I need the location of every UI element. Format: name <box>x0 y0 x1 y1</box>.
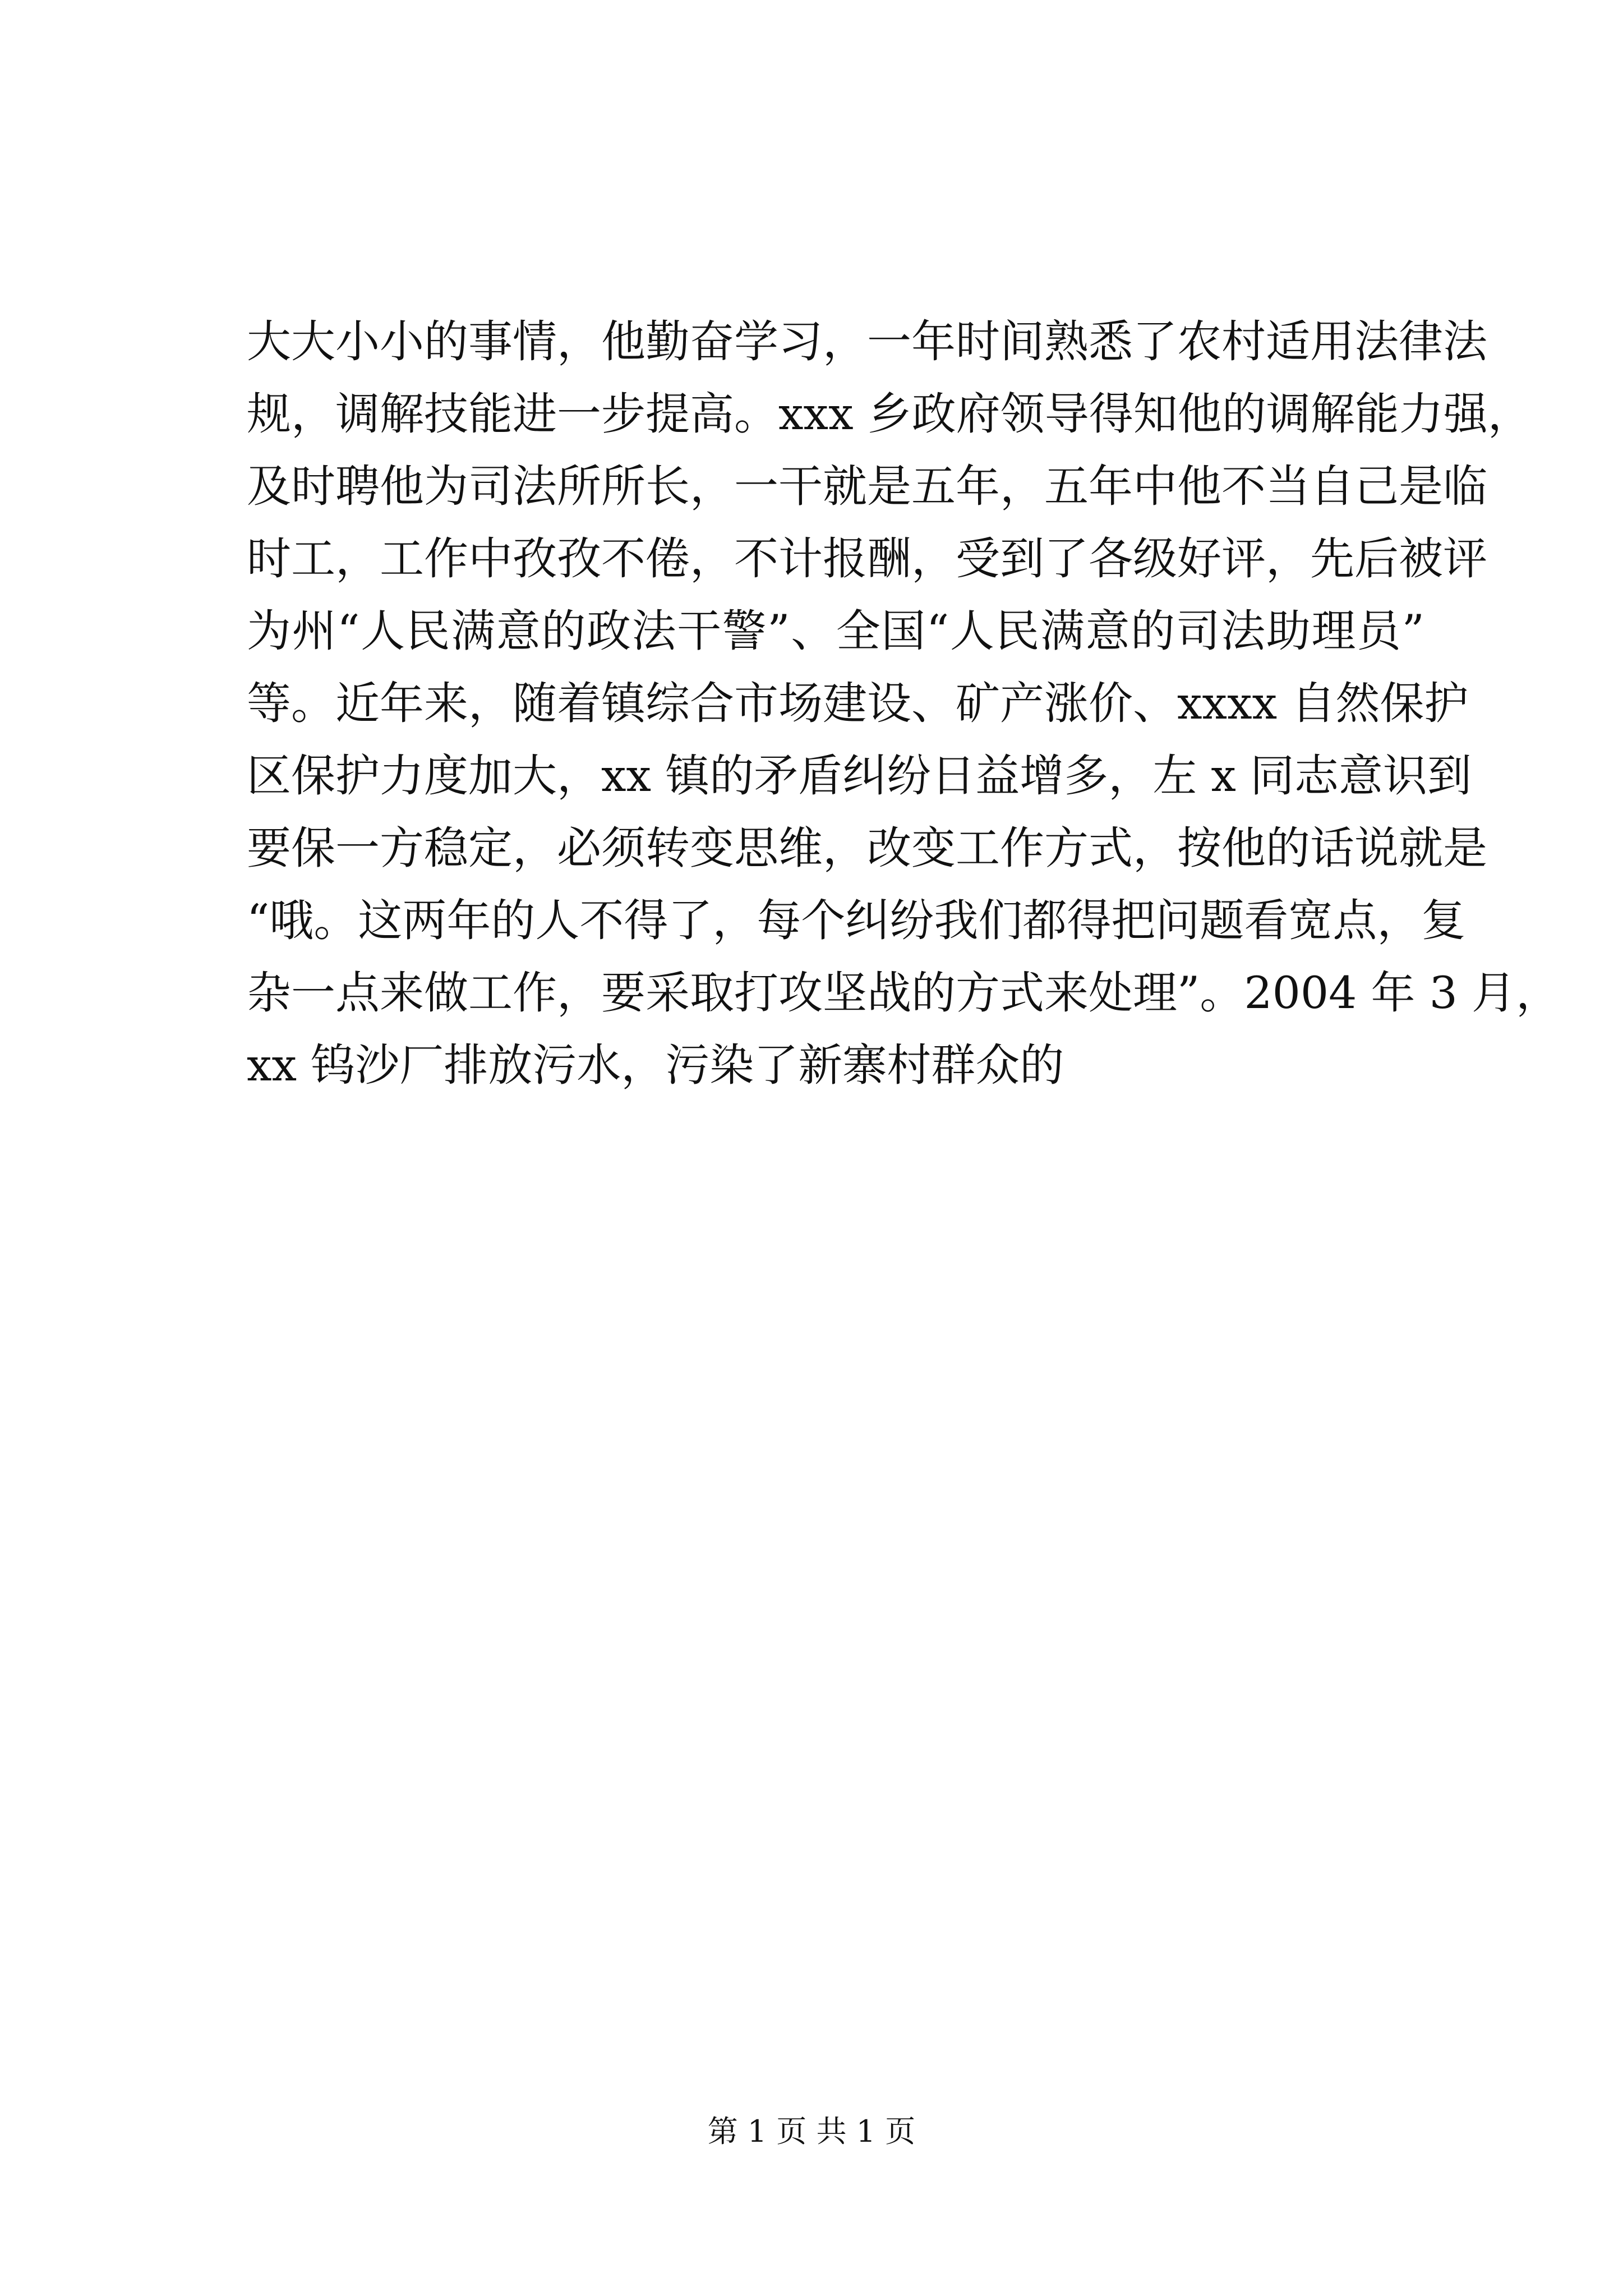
text-line: “哦。这两年的人不得了，每个纠纷我们都得把问题看宽点，复 <box>247 895 1466 946</box>
text-line: 时工，工作中孜孜不倦，不计报酬，受到了各级好评，先后被评 <box>247 533 1487 585</box>
text-line: xx 钨沙厂排放污水，污染了新寨村群众的 <box>247 1039 1064 1091</box>
page-number-footer: 第 1 页 共 1 页 <box>707 2114 916 2149</box>
text-line: 等。近年来，随着镇综合市场建设、矿产涨价、xxxx 自然保护 <box>247 678 1469 729</box>
text-line: 大大小小的事情，他勤奋学习，一年时间熟悉了农村适用法律法 <box>247 316 1487 367</box>
text-line: 规，调解技能进一步提高。xxx 乡政府领导得知他的调解能力强， <box>247 388 1532 440</box>
text-line: 杂一点来做工作，要采取打攻坚战的方式来处理”。2004 年 3 月， <box>247 967 1561 1019</box>
body-paragraph <box>247 306 1561 1102</box>
text-line: 区保护力度加大，xx 镇的矛盾纠纷日益增多，左 x 同志意识到 <box>247 750 1472 802</box>
text-line: 要保一方稳定，必须转变思维，改变工作方式，按他的话说就是 <box>247 822 1487 874</box>
text-line: 为州“人民满意的政法干警”、全国“人民满意的司法助理员” <box>247 605 1424 657</box>
text-line: 及时聘他为司法所所长，一干就是五年，五年中他不当自己是临 <box>247 461 1487 512</box>
